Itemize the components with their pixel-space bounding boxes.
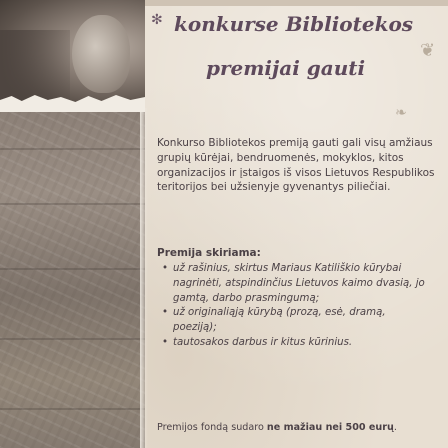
bullet-icon: •: [162, 263, 169, 274]
fund-suffix: .: [393, 422, 397, 433]
bullet-icon: •: [162, 336, 169, 348]
intro-paragraph: Konkurso Bibliotekos premiją gauti gali visų amžiaus grupių kūrėjai, bendruomenės, mokyklos, kitos organizacijos ir įstaigos iš visos Lietuvos Respublikos teritorijos bei užsienyje gyvenantys piliečiai.: [157, 137, 435, 194]
page-title-line-2: premijai gauti: [206, 56, 366, 80]
fund-amount: ne mažiau nei 500 eurų: [266, 422, 394, 433]
leaf-sprig-icon: ❦: [420, 40, 436, 61]
page-title-line-1: konkurse Bibliotekos: [174, 12, 414, 36]
awards-list: [162, 262, 432, 351]
portrait-photo-fragment: [0, 0, 145, 105]
awards-heading: Premija skiriama:: [157, 247, 261, 259]
list-item-text: už rašinius, skirtus Mariaus Katiliškio kūrybai nagrinėti, atspindinčius Lietuvos kaimo dvasią, jo gamtą, darbo prasmingumą;: [173, 263, 425, 304]
bullet-icon: •: [162, 307, 169, 319]
list-item-text: už originaliąją kūrybą (prozą, esė, dramą, poeziją);: [173, 307, 386, 334]
list-item: [162, 262, 432, 306]
list-item: [162, 306, 432, 336]
leaf-sprig-icon: ❧: [395, 105, 407, 121]
header-banner: [145, 0, 448, 6]
landscape-photo-fragment: [0, 108, 145, 448]
list-item: [162, 336, 432, 351]
vintage-photo: [0, 0, 145, 448]
list-item-text: tautosakos darbus ir kitus kūrinius.: [173, 336, 353, 348]
prize-fund-text: [157, 422, 397, 433]
flower-ornament-icon: ✻: [151, 12, 163, 28]
fund-prefix: Premijos fondą sudaro: [157, 422, 267, 433]
